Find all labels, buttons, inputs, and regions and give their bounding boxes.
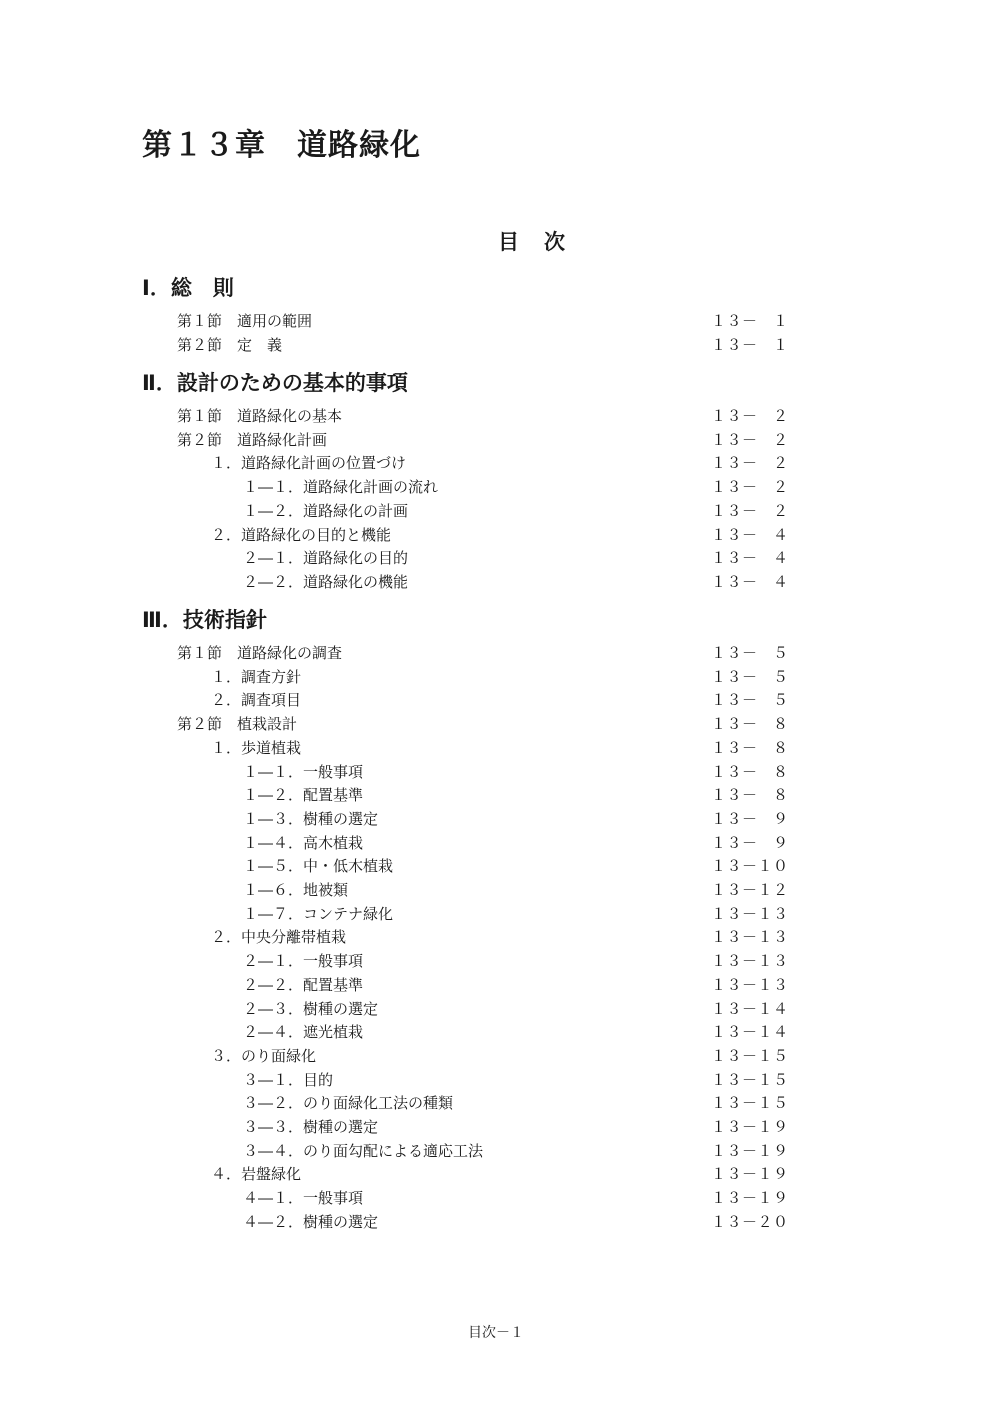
toc-entry-page-number: １３－１９ bbox=[711, 1118, 789, 1136]
toc-entry-page-number: １３－１３ bbox=[711, 952, 789, 971]
toc-entry-page-number: １３－ ２ bbox=[711, 407, 789, 425]
toc-entry bbox=[0, 641, 992, 665]
toc-entry bbox=[0, 1186, 992, 1210]
toc-entry-label: ２―１．道路緑化の目的 bbox=[243, 549, 409, 568]
toc-entry-label: １―３．樹種の選定 bbox=[243, 809, 379, 828]
toc-entry-page-number: １３－ ５ bbox=[711, 691, 789, 710]
toc-entry bbox=[0, 783, 992, 807]
toc-entry-label: 第１節 道路緑化の基本 bbox=[177, 407, 343, 425]
chapter-title: 第１３章 道路緑化 bbox=[142, 128, 421, 163]
toc-entry-label: ２―３．樹種の選定 bbox=[243, 999, 379, 1018]
toc-entry-page-number: １３－ ５ bbox=[711, 667, 789, 686]
toc-entry-label: ２―４．遮光植栽 bbox=[243, 1023, 364, 1042]
toc-entry-label: ４―２．樹種の選定 bbox=[243, 1212, 379, 1231]
toc-entry-page-number: １３－１９ bbox=[711, 1165, 789, 1184]
toc-entry-page-number: １３－１０ bbox=[711, 857, 789, 876]
toc-entry-label: ２．道路緑化の目的と機能 bbox=[211, 525, 392, 544]
toc-entry bbox=[0, 973, 992, 997]
toc-entry-page-number: １３－ １ bbox=[711, 312, 789, 330]
toc-entry-label: １―２．道路緑化の計画 bbox=[243, 501, 409, 520]
toc-entry-page-number: １３－ ８ bbox=[711, 738, 789, 757]
toc-entry bbox=[0, 1091, 992, 1115]
toc-entry-label: ２―２．配置基準 bbox=[243, 975, 364, 994]
toc-entry-page-number: １３－１９ bbox=[711, 1189, 789, 1208]
toc-entry bbox=[0, 665, 992, 689]
toc-entry bbox=[0, 854, 992, 878]
toc-entry bbox=[0, 1162, 992, 1186]
toc-entry-label: １―２．配置基準 bbox=[243, 786, 364, 805]
toc-entry-label: ４．岩盤緑化 bbox=[211, 1165, 302, 1184]
toc-entry-label: ３―２．のり面緑化工法の種類 bbox=[243, 1094, 454, 1113]
toc-entry bbox=[0, 997, 992, 1021]
toc-entry-label: ２―１．一般事項 bbox=[243, 952, 364, 971]
toc-entry-page-number: １３－ ４ bbox=[711, 549, 789, 568]
toc-entry-page-number: １３－ ２ bbox=[711, 430, 789, 449]
toc-entry-page-number: １３－１５ bbox=[711, 1070, 789, 1089]
toc-entry bbox=[0, 1068, 992, 1092]
toc-entry-label: 第２節 定 義 bbox=[177, 335, 283, 354]
toc-entry-page-number: １３－ ２ bbox=[711, 501, 789, 520]
toc-entry-page-number: １３－１５ bbox=[711, 1094, 789, 1113]
toc-entry bbox=[0, 499, 992, 523]
toc-entry bbox=[0, 333, 992, 357]
toc-entry-label: １―６．地被類 bbox=[243, 881, 349, 899]
toc-entry-label: ４―１．一般事項 bbox=[243, 1189, 364, 1208]
toc-entry bbox=[0, 949, 992, 973]
toc-entry-label: ３．のり面緑化 bbox=[211, 1046, 317, 1065]
toc-entry-page-number: １３－ ４ bbox=[711, 525, 789, 544]
toc-entry bbox=[0, 831, 992, 855]
section-title: Ⅰ．総 則 bbox=[142, 276, 234, 300]
toc-heading: 目 次 bbox=[498, 230, 567, 254]
toc-entry bbox=[0, 1139, 992, 1163]
toc-entry-label: １―７．コンテナ緑化 bbox=[243, 904, 394, 923]
toc-entry-page-number: １３－２０ bbox=[711, 1212, 789, 1231]
toc-entry-label: １―１．道路緑化計画の流れ bbox=[243, 478, 439, 497]
toc-entry bbox=[0, 736, 992, 760]
toc-entry bbox=[0, 428, 992, 452]
toc-entry-page-number: １３－ ９ bbox=[711, 809, 789, 828]
toc-entry-label: 第２節 植栽設計 bbox=[177, 715, 298, 734]
toc-entry bbox=[0, 1210, 992, 1234]
toc-entry-label: 第１節 適用の範囲 bbox=[177, 312, 313, 330]
toc-entry-page-number: １３－ ４ bbox=[711, 572, 789, 591]
section-title: Ⅲ．技術指針 bbox=[142, 608, 267, 632]
page-footer: 目次－１ bbox=[468, 1325, 524, 1341]
toc-entry-label: ２．調査項目 bbox=[211, 691, 302, 710]
toc-entry-page-number: １３－ ９ bbox=[711, 833, 789, 852]
toc-entry-label: 第２節 道路緑化計画 bbox=[177, 430, 328, 449]
toc-entry-page-number: １３－ ８ bbox=[711, 786, 789, 805]
toc-entry-label: １―１．一般事項 bbox=[243, 762, 364, 781]
toc-entry bbox=[0, 546, 992, 570]
toc-entry-page-number: １３－１４ bbox=[711, 999, 789, 1018]
toc-entry-page-number: １３－ ２ bbox=[711, 454, 789, 473]
toc-entry-page-number: １３－ ８ bbox=[711, 762, 789, 781]
toc-entry-page-number: １３－１９ bbox=[711, 1141, 789, 1160]
toc-entry bbox=[0, 807, 992, 831]
toc-entry-label: １．歩道植栽 bbox=[211, 738, 302, 757]
toc-entry-page-number: １３－１３ bbox=[711, 904, 789, 923]
toc-entry bbox=[0, 878, 992, 902]
toc-entry-label: ２―２．道路緑化の機能 bbox=[243, 572, 409, 591]
toc-entry bbox=[0, 475, 992, 499]
toc-entry bbox=[0, 309, 992, 333]
toc-entry-page-number: １３－ ８ bbox=[711, 715, 789, 734]
toc-entry-label: ２．中央分離帯植栽 bbox=[211, 928, 347, 947]
toc-entry-label: 第１節 道路緑化の調査 bbox=[177, 644, 343, 662]
toc-entry-page-number: １３－１４ bbox=[711, 1023, 789, 1042]
toc-entry-label: １．調査方針 bbox=[211, 667, 302, 686]
section-title: Ⅱ．設計のための基本的事項 bbox=[142, 371, 408, 395]
toc-entry-page-number: １３－１３ bbox=[711, 975, 789, 994]
toc-entry bbox=[0, 523, 992, 547]
toc-entry bbox=[0, 1020, 992, 1044]
toc-entry-page-number: １３－ ２ bbox=[711, 478, 789, 497]
toc-entry-label: １．道路緑化計画の位置づけ bbox=[211, 454, 407, 473]
toc-entry bbox=[0, 760, 992, 784]
toc-entry bbox=[0, 404, 992, 428]
toc-entry bbox=[0, 1044, 992, 1068]
toc-entry-page-number: １３－１５ bbox=[711, 1046, 789, 1065]
toc-entry-label: ３―４．のり面勾配による適応工法 bbox=[243, 1141, 484, 1160]
toc-entry-label: １―４．高木植栽 bbox=[243, 833, 364, 852]
toc-entry-label: ３―３．樹種の選定 bbox=[243, 1118, 379, 1136]
toc-entry-page-number: １３－１３ bbox=[711, 928, 789, 947]
toc-entry bbox=[0, 712, 992, 736]
toc-entry-page-number: １３－１２ bbox=[711, 881, 789, 899]
toc-entry bbox=[0, 902, 992, 926]
toc-entry-page-number: １３－ １ bbox=[711, 335, 789, 354]
toc-entry bbox=[0, 451, 992, 475]
toc-entry bbox=[0, 1115, 992, 1139]
toc-entry-page-number: １３－ ５ bbox=[711, 644, 789, 662]
toc-entry bbox=[0, 688, 992, 712]
toc-entry-label: ３―１．目的 bbox=[243, 1070, 334, 1089]
toc-entry bbox=[0, 570, 992, 594]
toc-entry-label: １―５．中・低木植栽 bbox=[243, 857, 394, 876]
toc-entry bbox=[0, 925, 992, 949]
